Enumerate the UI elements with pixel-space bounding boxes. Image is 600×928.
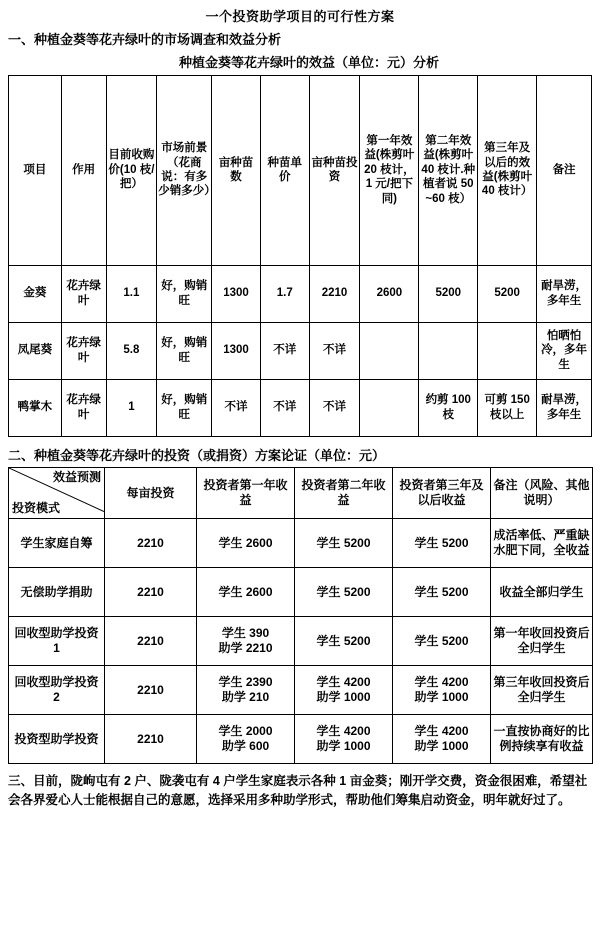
table-cell: 学生 2390 助学 210: [197, 666, 295, 715]
table-header-row: [9, 468, 593, 519]
table-cell: 学生 5200: [393, 617, 491, 666]
table-row: [9, 322, 592, 379]
column-header: 投资者第一年收益: [197, 468, 295, 519]
row-header: 回收型助学投资 2: [9, 666, 105, 715]
section-2-heading: 二、种植金葵等花卉绿叶的投资（或捐资）方案论证（单位：元）: [8, 447, 386, 463]
table-cell: 耐旱涝，多年生: [537, 379, 592, 436]
column-header: 作用: [61, 75, 106, 265]
column-header: 亩种苗投资: [309, 75, 360, 265]
column-header: 种苗单价: [260, 75, 309, 265]
table-cell: 花卉绿叶: [61, 265, 106, 322]
closing-paragraph: 三、目前，陇岣屯有 2 户、陇袭屯有 4 户学生家庭表示各种 1 亩金葵；刚开学交费，资金很困难，希望社会各界爱心人士能根据自己的意愿，选择采用多种助学形式，帮助他们筹集启动资金，明年就好过了。: [8, 774, 588, 807]
investment-plan-table: [8, 467, 593, 764]
table-cell: [360, 322, 419, 379]
table-cell: [419, 322, 478, 379]
section-1-heading: 一、种植金葵等花卉绿叶的市场调查和效益分析: [8, 32, 282, 47]
table-cell: 约剪 100 枝: [419, 379, 478, 436]
table-cell: 可剪 150 枝以上: [478, 379, 537, 436]
table-cell: 学生 5200: [295, 617, 393, 666]
table-cell: 不详: [309, 322, 360, 379]
table-row: [9, 715, 593, 764]
table-cell: 1300: [212, 265, 261, 322]
table-cell: 第一年收回投资后全归学生: [491, 617, 593, 666]
corner-header-bottom: 投资模式: [12, 501, 61, 516]
table-cell: 1300: [212, 322, 261, 379]
table-cell: 学生 2600: [197, 568, 295, 617]
table-cell: 好，购销旺: [157, 322, 212, 379]
table-cell: 第三年收回投资后全归学生: [491, 666, 593, 715]
table-cell: 不详: [260, 322, 309, 379]
table-cell: 好，购销旺: [157, 379, 212, 436]
table-cell: 学生 5200: [393, 568, 491, 617]
column-header: 第一年效益(株剪叶 20 枝计，1 元/把下同): [360, 75, 419, 265]
table-1-caption: 种植金葵等花卉绿叶的效益（单位：元）分析: [178, 54, 439, 70]
column-header: 目前收购价(10 枝/把）: [106, 75, 157, 265]
table-cell: 耐旱涝，多年生: [537, 265, 592, 322]
table-cell: 5200: [419, 265, 478, 322]
table-cell: 1.7: [260, 265, 309, 322]
table-cell: 学生 5200: [295, 519, 393, 568]
table-cell: 凤尾葵: [9, 322, 62, 379]
table-cell: 学生 4200 助学 1000: [393, 666, 491, 715]
table-cell: 怕晒怕冷，多年生: [537, 322, 592, 379]
table-cell: 2210: [309, 265, 360, 322]
column-header: 投资者第三年及以后收益: [393, 468, 491, 519]
row-header: 学生家庭自筹: [9, 519, 105, 568]
table-cell: 学生 2000 助学 600: [197, 715, 295, 764]
column-header: 第三年及以后的效益(株剪叶 40 枝计）: [478, 75, 537, 265]
table-cell: 2210: [105, 715, 197, 764]
table-cell: 花卉绿叶: [61, 322, 106, 379]
benefit-analysis-table: [8, 75, 592, 437]
table-row: [9, 265, 592, 322]
table-cell: 1.1: [106, 265, 157, 322]
table-cell: [360, 379, 419, 436]
table-cell: 一直按协商好的比例持续享有收益: [491, 715, 593, 764]
table-cell: 鸭掌木: [9, 379, 62, 436]
row-header: 回收型助学投资 1: [9, 617, 105, 666]
table-cell: 2210: [105, 617, 197, 666]
table-row: [9, 666, 593, 715]
table-cell: 学生 4200 助学 1000: [393, 715, 491, 764]
table-row: [9, 617, 593, 666]
table-row: [9, 519, 593, 568]
column-header: 备注（风险、其他说明）: [491, 468, 593, 519]
table-cell: 不详: [260, 379, 309, 436]
table-cell: 2210: [105, 666, 197, 715]
table-cell: 不详: [309, 379, 360, 436]
page-title: 一个投资助学项目的可行性方案: [205, 9, 395, 24]
column-header: 亩种苗数: [212, 75, 261, 265]
corner-header-top: 效益预测: [52, 470, 101, 485]
column-header: 第二年效益(株剪叶 40 枝计.种植者说 50~60 枝）: [419, 75, 478, 265]
column-header: 备注: [537, 75, 592, 265]
table-row: [9, 568, 593, 617]
table-cell: 学生 5200: [295, 568, 393, 617]
table-cell: 学生 4200 助学 1000: [295, 666, 393, 715]
table-cell: 1: [106, 379, 157, 436]
table-cell: 学生 2600: [197, 519, 295, 568]
table-cell: 2210: [105, 519, 197, 568]
table-cell: 2210: [105, 568, 197, 617]
table-cell: 学生 5200: [393, 519, 491, 568]
table-cell: 5.8: [106, 322, 157, 379]
table-cell: 不详: [212, 379, 261, 436]
table-cell: 好，购销旺: [157, 265, 212, 322]
column-header: 投资者第二年收益: [295, 468, 393, 519]
table-cell: 收益全部归学生: [491, 568, 593, 617]
column-header: 每亩投资: [105, 468, 197, 519]
table-row: [9, 379, 592, 436]
table-cell: 花卉绿叶: [61, 379, 106, 436]
column-header: 项目: [9, 75, 62, 265]
table-cell: 5200: [478, 265, 537, 322]
table-header-row: [9, 75, 592, 265]
table-cell: [478, 322, 537, 379]
table-cell: 学生 4200 助学 1000: [295, 715, 393, 764]
table-cell: 金葵: [9, 265, 62, 322]
table-cell: 成活率低、严重缺水肥下同，全收益: [491, 519, 593, 568]
table-cell: 2600: [360, 265, 419, 322]
row-header: 投资型助学投资: [9, 715, 105, 764]
corner-header-cell: [9, 468, 105, 519]
column-header: 市场前景（花商说：有多少销多少）: [157, 75, 212, 265]
row-header: 无偿助学捐助: [9, 568, 105, 617]
table-cell: 学生 390 助学 2210: [197, 617, 295, 666]
